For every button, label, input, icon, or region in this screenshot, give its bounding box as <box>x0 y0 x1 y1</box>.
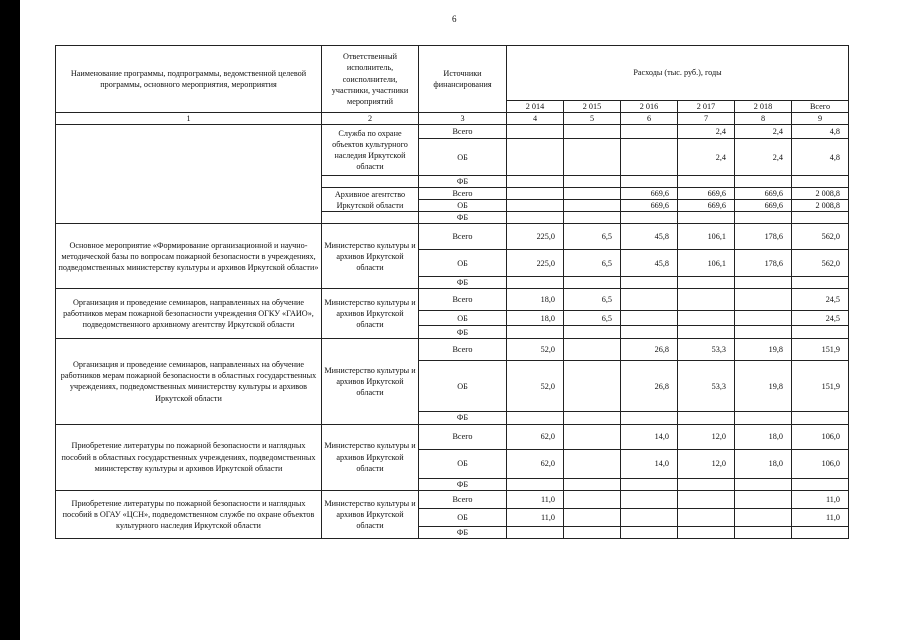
value-cell <box>621 412 678 424</box>
executor-cell: Министерство культуры и архивов Иркутской области <box>322 490 419 538</box>
header-total: Всего <box>792 101 849 113</box>
value-cell: 6,5 <box>564 289 621 311</box>
value-cell <box>621 277 678 289</box>
value-cell <box>621 289 678 311</box>
value-cell: 62,0 <box>507 424 564 449</box>
value-cell <box>507 212 564 224</box>
value-cell <box>564 188 621 200</box>
value-cell <box>735 526 792 538</box>
value-cell <box>564 212 621 224</box>
value-cell: 11,0 <box>507 508 564 526</box>
expenses-table <box>55 45 849 539</box>
value-cell: 669,6 <box>735 200 792 212</box>
value-cell: 14,0 <box>621 424 678 449</box>
value-cell <box>564 508 621 526</box>
total-cell <box>792 277 849 289</box>
funding-source-cell: ФБ <box>419 212 507 224</box>
total-cell: 4,8 <box>792 125 849 139</box>
value-cell: 6,5 <box>564 311 621 326</box>
column-number: 6 <box>621 113 678 125</box>
total-cell <box>792 412 849 424</box>
total-cell: 562,0 <box>792 250 849 277</box>
header-executor: Ответственный исполнитель, соисполнители, участники, участники мероприятий <box>322 46 419 113</box>
value-cell: 669,6 <box>621 188 678 200</box>
funding-source-cell: Всего <box>419 188 507 200</box>
value-cell: 2,4 <box>678 139 735 176</box>
total-cell <box>792 478 849 490</box>
value-cell <box>507 139 564 176</box>
scan-edge-shadow <box>0 0 20 640</box>
executor-cell: Министерство культуры и архивов Иркутской области <box>322 224 419 289</box>
funding-source-cell: ФБ <box>419 412 507 424</box>
executor-empty-cell <box>322 176 419 188</box>
value-cell: 19,8 <box>735 339 792 361</box>
value-cell: 669,6 <box>678 200 735 212</box>
value-cell: 45,8 <box>621 250 678 277</box>
value-cell <box>621 311 678 326</box>
value-cell <box>564 326 621 339</box>
value-cell <box>564 139 621 176</box>
value-cell: 14,0 <box>621 449 678 478</box>
program-name-cell <box>56 125 322 224</box>
value-cell: 669,6 <box>735 188 792 200</box>
value-cell <box>735 277 792 289</box>
page-number: 6 <box>452 14 457 24</box>
executor-cell: Служба по охране объектов культурного наследия Иркутской области <box>322 125 419 176</box>
value-cell: 12,0 <box>678 424 735 449</box>
column-number: 7 <box>678 113 735 125</box>
column-number: 2 <box>322 113 419 125</box>
total-cell: 2 008,8 <box>792 188 849 200</box>
total-cell: 11,0 <box>792 508 849 526</box>
program-name-cell: Организация и проведение семинаров, направленных на обучение работников мерам пожарной безопасности учреждения ОГКУ «ГАИО», подведомственного архивному агентству Иркутской области <box>56 289 322 339</box>
header-year: 2 017 <box>678 101 735 113</box>
total-cell <box>792 326 849 339</box>
value-cell <box>507 125 564 139</box>
value-cell <box>564 478 621 490</box>
value-cell <box>678 212 735 224</box>
total-cell <box>792 176 849 188</box>
column-number: 1 <box>56 113 322 125</box>
executor-cell: Министерство культуры и архивов Иркутской области <box>322 424 419 490</box>
funding-source-cell: ОБ <box>419 361 507 412</box>
value-cell <box>678 289 735 311</box>
value-cell: 6,5 <box>564 250 621 277</box>
value-cell: 106,1 <box>678 224 735 250</box>
value-cell <box>507 478 564 490</box>
funding-source-cell: Всего <box>419 289 507 311</box>
value-cell <box>564 490 621 508</box>
value-cell <box>507 277 564 289</box>
column-number: 8 <box>735 113 792 125</box>
value-cell <box>507 176 564 188</box>
funding-source-cell: ОБ <box>419 449 507 478</box>
value-cell <box>564 361 621 412</box>
value-cell: 26,8 <box>621 339 678 361</box>
header-year: 2 016 <box>621 101 678 113</box>
value-cell <box>621 176 678 188</box>
value-cell: 19,8 <box>735 361 792 412</box>
value-cell: 18,0 <box>735 449 792 478</box>
funding-source-cell: Всего <box>419 125 507 139</box>
value-cell: 11,0 <box>507 490 564 508</box>
value-cell <box>564 449 621 478</box>
value-cell: 18,0 <box>735 424 792 449</box>
value-cell <box>678 508 735 526</box>
value-cell <box>735 490 792 508</box>
value-cell: 45,8 <box>621 224 678 250</box>
total-cell: 2 008,8 <box>792 200 849 212</box>
value-cell <box>507 200 564 212</box>
total-cell: 151,9 <box>792 339 849 361</box>
value-cell: 225,0 <box>507 224 564 250</box>
funding-source-cell: ОБ <box>419 508 507 526</box>
total-cell: 24,5 <box>792 311 849 326</box>
value-cell <box>678 490 735 508</box>
total-cell: 4,8 <box>792 139 849 176</box>
header-year: 2 018 <box>735 101 792 113</box>
value-cell <box>678 478 735 490</box>
value-cell <box>678 526 735 538</box>
header-funding-source: Источники финансирования <box>419 46 507 113</box>
executor-empty-cell <box>322 212 419 224</box>
program-name-cell: Организация и проведение семинаров, направленных на обучение работников мерам пожарной безопасности в областных государственных учреждениях, подведомственных министерству культуры и архивов Иркутской области <box>56 339 322 424</box>
total-cell: 24,5 <box>792 289 849 311</box>
program-name-cell: Приобретение литературы по пожарной безопасности и наглядных пособий в ОГАУ «ЦСН», подведомственном службе по охране объектов культурного наследия Иркутской области <box>56 490 322 538</box>
value-cell: 26,8 <box>621 361 678 412</box>
funding-source-cell: Всего <box>419 224 507 250</box>
funding-source-cell: ОБ <box>419 200 507 212</box>
value-cell: 669,6 <box>621 200 678 212</box>
value-cell <box>678 176 735 188</box>
value-cell <box>621 212 678 224</box>
value-cell <box>564 277 621 289</box>
value-cell <box>507 188 564 200</box>
column-number: 4 <box>507 113 564 125</box>
value-cell: 6,5 <box>564 224 621 250</box>
value-cell <box>678 277 735 289</box>
value-cell <box>621 139 678 176</box>
value-cell: 2,4 <box>735 125 792 139</box>
value-cell <box>735 311 792 326</box>
table-row <box>56 289 849 311</box>
total-cell <box>792 526 849 538</box>
header-program-name: Наименование программы, подпрограммы, ведомственной целевой программы, основного мероприятия, мероприятия <box>56 46 322 113</box>
value-cell <box>507 526 564 538</box>
table-row <box>56 490 849 508</box>
value-cell: 669,6 <box>678 188 735 200</box>
header-year: 2 015 <box>564 101 621 113</box>
funding-source-cell: ФБ <box>419 176 507 188</box>
value-cell <box>678 326 735 339</box>
header-expenses: Расходы (тыс. руб.), годы <box>507 46 849 101</box>
funding-source-cell: Всего <box>419 339 507 361</box>
value-cell: 178,6 <box>735 250 792 277</box>
value-cell: 178,6 <box>735 224 792 250</box>
value-cell: 18,0 <box>507 289 564 311</box>
funding-source-cell: ФБ <box>419 277 507 289</box>
executor-cell: Министерство культуры и архивов Иркутской области <box>322 289 419 339</box>
value-cell <box>564 339 621 361</box>
value-cell <box>621 490 678 508</box>
value-cell <box>735 478 792 490</box>
value-cell <box>564 526 621 538</box>
value-cell: 2,4 <box>735 139 792 176</box>
total-cell: 106,0 <box>792 449 849 478</box>
funding-source-cell: ФБ <box>419 478 507 490</box>
value-cell <box>621 326 678 339</box>
funding-source-cell: ОБ <box>419 250 507 277</box>
column-number: 5 <box>564 113 621 125</box>
value-cell: 53,3 <box>678 339 735 361</box>
value-cell <box>564 200 621 212</box>
table-row <box>56 424 849 449</box>
value-cell: 12,0 <box>678 449 735 478</box>
value-cell <box>621 478 678 490</box>
column-number: 3 <box>419 113 507 125</box>
funding-source-cell: ОБ <box>419 139 507 176</box>
value-cell: 106,1 <box>678 250 735 277</box>
value-cell <box>735 212 792 224</box>
funding-source-cell: ОБ <box>419 311 507 326</box>
table-row <box>56 224 849 250</box>
value-cell <box>621 526 678 538</box>
value-cell <box>564 424 621 449</box>
value-cell <box>564 412 621 424</box>
value-cell <box>564 176 621 188</box>
executor-cell: Министерство культуры и архивов Иркутской области <box>322 339 419 424</box>
value-cell <box>735 508 792 526</box>
total-cell: 11,0 <box>792 490 849 508</box>
funding-source-cell: ФБ <box>419 326 507 339</box>
table-row <box>56 125 849 139</box>
value-cell <box>507 326 564 339</box>
value-cell <box>735 326 792 339</box>
value-cell: 18,0 <box>507 311 564 326</box>
total-cell <box>792 212 849 224</box>
table-row <box>56 339 849 361</box>
column-number: 9 <box>792 113 849 125</box>
program-name-cell: Приобретение литературы по пожарной безопасности и наглядных пособий в областных государственных учреждениях, подведомственных министерству культуры и архивов Иркутской области <box>56 424 322 490</box>
value-cell <box>735 176 792 188</box>
value-cell: 225,0 <box>507 250 564 277</box>
value-cell: 53,3 <box>678 361 735 412</box>
value-cell <box>735 412 792 424</box>
value-cell <box>621 508 678 526</box>
funding-source-cell: Всего <box>419 490 507 508</box>
total-cell: 151,9 <box>792 361 849 412</box>
value-cell <box>735 289 792 311</box>
value-cell <box>621 125 678 139</box>
program-name-cell: Основное мероприятие «Формирование организационной и научно-методической базы по вопросам пожарной безопасности в учреждениях, подведомственных министерству культуры и архивов Иркутской области» <box>56 224 322 289</box>
value-cell <box>507 412 564 424</box>
value-cell: 52,0 <box>507 361 564 412</box>
value-cell: 62,0 <box>507 449 564 478</box>
executor-cell: Архивное агентство Иркутской области <box>322 188 419 212</box>
header-year: 2 014 <box>507 101 564 113</box>
funding-source-cell: Всего <box>419 424 507 449</box>
value-cell <box>678 412 735 424</box>
value-cell <box>564 125 621 139</box>
value-cell <box>678 311 735 326</box>
funding-source-cell: ФБ <box>419 526 507 538</box>
value-cell: 52,0 <box>507 339 564 361</box>
total-cell: 106,0 <box>792 424 849 449</box>
total-cell: 562,0 <box>792 224 849 250</box>
value-cell: 2,4 <box>678 125 735 139</box>
